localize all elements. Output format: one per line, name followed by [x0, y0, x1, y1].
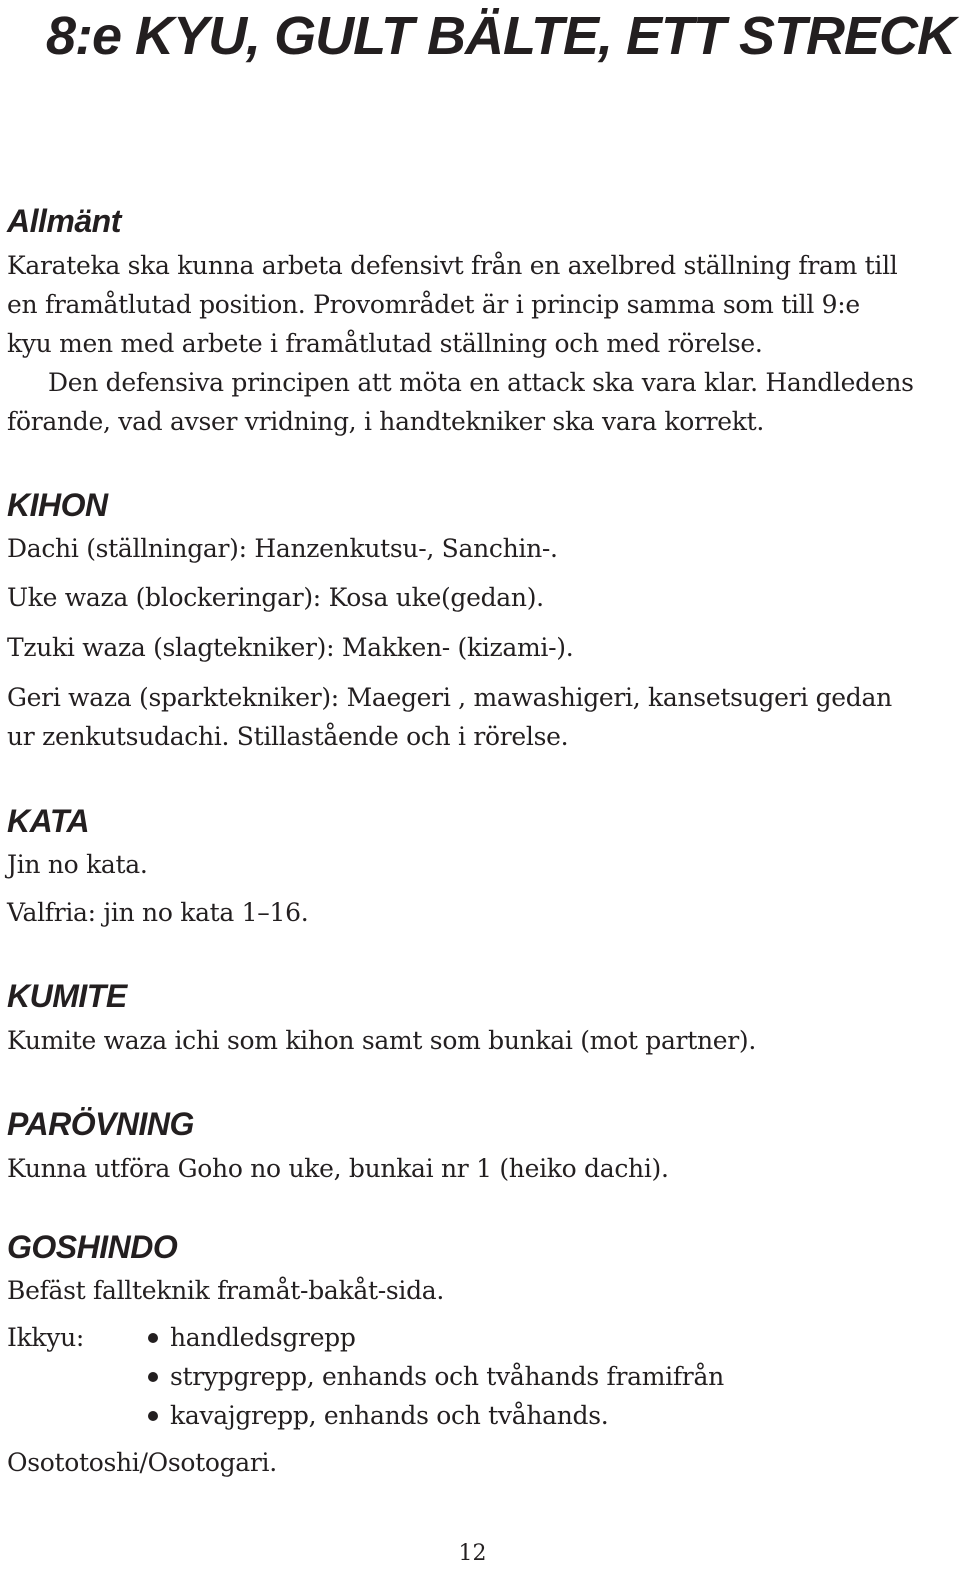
parovning-item: Kunna utföra Goho no uke, bunkai nr 1 (heiko dachi). [7, 1154, 669, 1183]
allmant-line: kyu men med arbete i framåtlutad ställning och med rörelse. [7, 329, 763, 358]
ikkyu-bullet-list [148, 1318, 724, 1435]
kumite-item: Kumite waza ichi som kihon samt som bunkai (mot partner). [7, 1026, 756, 1055]
kihon-item: Dachi (ställningar): Hanzenkutsu-, Sanchin-. [7, 534, 558, 563]
bullet-dot-icon [148, 1333, 158, 1343]
heading-parovning: PARÖVNING [7, 1106, 194, 1142]
kihon-item: Tzuki waza (slagtekniker): Makken- (kizami-). [7, 633, 574, 662]
allmant-line: förande, vad avser vridning, i handtekniker ska vara korrekt. [7, 407, 765, 436]
heading-kata: KATA [7, 803, 90, 839]
heading-goshindo: GOSHINDO [7, 1229, 178, 1265]
heading-kumite: KUMITE [7, 978, 127, 1014]
allmant-line: Den defensiva principen att möta en attack ska vara klar. Handledens [48, 368, 914, 397]
goshindo-intro: Befäst fallteknik framåt-bakåt-sida. [7, 1276, 445, 1305]
heading-allmant: Allmänt [7, 203, 121, 239]
allmant-paragraph [7, 246, 952, 441]
kata-item: Jin no kata. [7, 850, 148, 879]
goshindo-outro: Osototoshi/Osotogari. [7, 1448, 277, 1477]
kihon-item: ur zenkutsudachi. Stillastående och i rörelse. [7, 722, 569, 751]
allmant-line: en framåtlutad position. Provområdet är i princip samma som till 9:e [7, 290, 860, 319]
ikkyu-label: Ikkyu: [7, 1323, 85, 1352]
kihon-item: Uke waza (blockeringar): Kosa uke(gedan). [7, 583, 544, 612]
list-item [148, 1396, 724, 1435]
bullet-dot-icon [148, 1372, 158, 1382]
page-number: 12 [458, 1541, 487, 1566]
list-item [148, 1357, 724, 1396]
kihon-item: Geri waza (sparktekniker): Maegeri , mawashigeri, kansetsugeri gedan [7, 683, 892, 712]
allmant-line: Karateka ska kunna arbeta defensivt från en axelbred ställning fram till [7, 251, 898, 280]
kata-item: Valfria: jin no kata 1–16. [7, 898, 309, 927]
heading-kihon: KIHON [7, 487, 108, 523]
list-item-text: handledsgrepp [170, 1323, 356, 1352]
page-title: 8:e KYU, GULT BÄLTE, ETT STRECK [46, 6, 956, 66]
list-item [148, 1318, 724, 1357]
bullet-dot-icon [148, 1411, 158, 1421]
list-item-text: kavajgrepp, enhands och tvåhands. [170, 1401, 609, 1430]
list-item-text: strypgrepp, enhands och tvåhands framifrån [170, 1362, 724, 1391]
